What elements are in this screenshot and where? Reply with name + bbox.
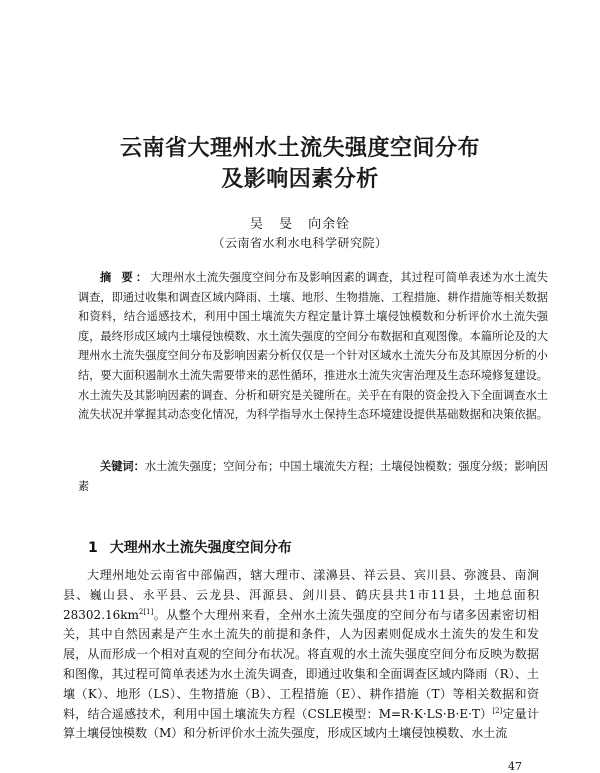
page-number: 47 xyxy=(508,760,522,773)
section-number: 1 xyxy=(88,540,98,556)
affiliation: （云南省水利水电科学研究院） xyxy=(212,236,388,250)
keywords-label: 关键词： xyxy=(100,460,145,473)
abstract-text: 大理州水土流失强度空间分布及影响因素的调查，其过程可简单表述为水土流失调查，即通过收集和调查区域内降雨、土壤、地形、生物措施、工程措施、耕作措施等相关数据和资料，结合遥感技术，利用中国土壤流失方程定量计算土壤侵蚀模数和分析评价水土流失强度，最终形成区域内土壤侵蚀模数、水土流失强度的空间分布数据和直观图像。本篇所论及的大理州水土流失强度空间分布及影响因素分析仅仅是一个针对区域水土流失分布及其原因分析的小结，要大面积遏制水土流失需要带来的恶性循环，推进水土流失灾害治理及生态环境修复建设。水土流失及其影响因素的调查、分析和研究是关键所在。关乎在有限的资金投入下全面调查水土流失状况并掌握其动态变化情况，为科学指导水土保持生态环境建设提供基础数据和决策依据。 xyxy=(78,271,548,422)
body-text-part-2: 。从整个大理州来看，全州水土流失强度的空间分布与诸多因素密切相关，其中自然因素是产生水土流失的前提和条件，人为因素则促成水土流失的发生和发展，从而形成一个相对直观的空间分布状况。将直观的水土流失强度空间分布反映为数据和图像，其过程可简单表述为水土流失调查，即通过收集和全面调查区域内降雨（R）、土壤（K）、地形（LS）、生物措施（B）、工程措施（E）、耕作措施（T）等相关数据和资料，结合遥感技术，利用中国土壤流失方程（CSLE模型：M=R·K·LS·B·E·T） xyxy=(63,607,539,721)
body-paragraph: 大理州地处云南省中部偏西，辖大理市、漾濞县、祥云县、宾川县、弥渡县、南涧县、巍山县、永平县、云龙县、洱源县、剑川县、鹤庆县共1市11县，土地总面积$28302.16km^{2[1]}$。从整个大理州来看，全州水土流失强度的空间分布与诸多因素密切相关，其中自然因素是产生水土流失的前提和条件，人为因素则促成水土流失的发生和发展，从而形成一个相对直观的空间分布状况。将直观的水土流失强度空间分布反映为数据和图像，其过程可简单表述为水土流失调查，即通过收集和全面调查区域内降雨（R）、土壤（K）、地形（LS）、生物措施（B）、工程措施（E）、耕作措施（T）等相关数据和资料，结合遥感技术，利用中国土壤流失方程（CSLE模型：M=R·K·LS·B·E·T）[2]定量计算土壤侵蚀模数（M）和分析评价水土流失强度，形成区域内土壤侵蚀模数、水土流 xyxy=(63,568,539,741)
section-heading xyxy=(88,537,292,557)
authors: 吴 旻 向余铨 xyxy=(249,217,351,232)
abstract xyxy=(78,268,548,425)
citation-ref-2[interactable]: [2] xyxy=(492,706,503,715)
body-text-part-3: 定量计算土壤侵蚀模数（M）和分析评价水土流失强度，形成区域内土壤侵蚀模数、水土流 xyxy=(63,706,539,741)
keywords xyxy=(78,457,548,496)
section-title: 大理州水土流失强度空间分布 xyxy=(109,540,292,556)
paper-title-line-1: 云南省大理州水土流失强度空间分布 xyxy=(119,136,480,161)
abstract-label: 摘 要： xyxy=(100,271,151,284)
body-text-part-1: 大理州地处云南省中部偏西，辖大理市、漾濞县、祥云县、宾川县、弥渡县、南涧县、巍山县、永平县、云龙县、洱源县、剑川县、鹤庆县共1市11县，土地总面积28302.16km xyxy=(63,568,539,622)
citation-ref-1[interactable]: [1] xyxy=(143,607,154,616)
paper-title-line-2: 及影响因素分析 xyxy=(221,167,379,192)
keywords-text: 水土流失强度；空间分布；中国土壤流失方程；土壤侵蚀模数；强度分级；影响因素 xyxy=(78,460,548,493)
